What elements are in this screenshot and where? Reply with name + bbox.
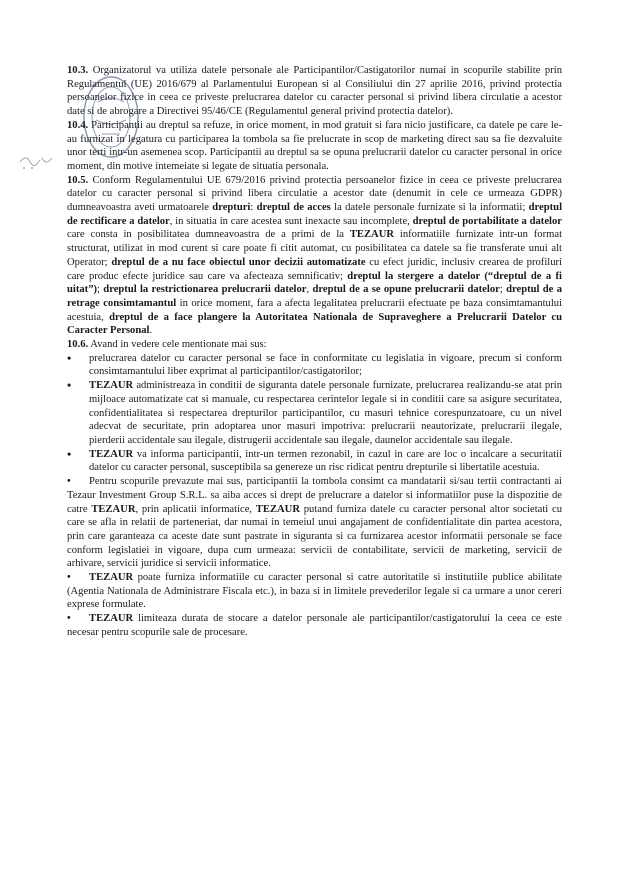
paragraph-text: Participantii au dreptul sa refuze, in orice moment, in mod gratuit si fara nicio justificare, ca datele pe care le-au furnizat in legatura cu participarea la tombola sa fie prelucrate in scop de marketing direct sau sa fie dezvaluite unor terti intr-un asemenea scop. Participantii au dreptul sa se opuna prelucrarii datelor cu caracter personal in orice moment, din motive intemeiate si legate de situatia personala.	[67, 119, 562, 172]
list-item	[67, 379, 562, 448]
text-run: limiteaza durata de stocare a datelor personale ale participantilor/castigatorului la ceea ce este necesar pentru scopurile sale de procesare.	[67, 613, 562, 638]
paragraph-text: Avand in vedere cele mentionate mai sus:	[88, 339, 267, 351]
bold-run: dreptul la restrictionarea prelucrarii datelor	[103, 284, 307, 296]
bold-run: drepturi	[212, 202, 251, 214]
bold-run: TEZAUR	[89, 613, 134, 625]
bold-run: TEZAUR	[89, 572, 134, 584]
text-run: ;	[97, 284, 104, 296]
bold-run: TEZAUR	[255, 503, 300, 515]
list-item-text	[89, 379, 562, 448]
bullet-icon: •	[67, 476, 71, 488]
list-item	[67, 352, 562, 379]
bold-run: TEZAUR	[91, 503, 136, 515]
paragraph-10-6	[67, 338, 562, 352]
paragraph-10-4	[67, 119, 562, 174]
text-run: va informa participantii, intr-un termen rezonabil, in cazul in care are loc o incalcare a securitatii datelor cu caracter personal, susceptibila sa genereze un risc ridicat pentru drepturile si libertatile acestuia.	[89, 448, 562, 474]
bullet-icon: •	[67, 378, 72, 393]
list-item	[67, 571, 562, 612]
text-run: , in situatia in care acestea sunt inexacte sau incomplete,	[169, 215, 413, 227]
bold-run: TEZAUR	[349, 229, 395, 241]
text-run: cu efect juridic, inclusiv crearea de profiluri care produc efecte juridice sau care va afecteaza semnificativ;	[67, 256, 562, 282]
bullet-icon: •	[67, 572, 71, 584]
bold-run: dreptul la stergere a datelor (“dreptul de a fi uitat”)	[67, 270, 562, 296]
text-run: administreaza in conditii de siguranta datele personale furnizate, prelucrarea realizandu-se atat prin mijloace automatizate cat si manuale, cu respectarea cerintelor legale si in conditii care sa asigure securitatea, confidentialitatea si respectarea drepturilor participantilor, cu masuri tehnice corespunzatoare, cu un nivel adecvat de securitate, prin adoptarea unor masuri impotriva: prelucrarii neautorizate, prelucrarii ilegale, pierderii accidentale sau ilegale, distrugerii accidentale sau ilegale, daunelor accidentale sau ilegale.	[89, 380, 562, 446]
document-body	[67, 64, 562, 640]
text-run: la datele personale furnizate si la informatii;	[330, 202, 529, 214]
text-run: poate furniza informatiile cu caracter personal si catre autoritatile si institutiile publice abilitate (Agentia Nationala de Administrare Fiscala etc.), in baza si in limitele prevederilor legale si ca urmare a unor cereri exprese formulate.	[67, 572, 562, 611]
list-item	[67, 448, 562, 475]
list-item	[67, 612, 562, 639]
bold-run: dreptul de a nu face obiectul unor decizii automatizate	[111, 256, 366, 268]
list-item-text	[89, 448, 562, 475]
list-item-text	[89, 352, 562, 379]
paragraph-10-5	[67, 174, 562, 338]
paragraph-number: 10.3.	[67, 65, 89, 76]
paragraph-text: Organizatorul va utiliza datele personale ale Participantilor/Castigatorilor numai in scopurile stabilite prin Regulamentul (UE) 2016/679 al Parlamentului European si al Consiliului din 27 aprilie 2016, privind protectia persoanelor fizice in ceea ce priveste prelucrarea datelor cu caracter personal si privind libera circulatie a acestor date si de abrogare a Directivei 95/46/CE (Regulamentul general privind protectia datelor).	[67, 65, 562, 118]
handwritten-mark-icon	[18, 148, 58, 172]
list-item	[67, 475, 562, 571]
text-run: Pentru scopurile prevazute mai sus, participantii la tombola consimt ca mandatarii si/sau tertii contractanti ai Tezaur Investment Group S.R.L. sa aiba acces si drept de prelucrare a datelor si informatiilor puse la dispozitie de catre	[67, 476, 562, 515]
bullet-icon: •	[67, 350, 72, 365]
text-run: informatiile furnizate intr-un format structurat, utilizat in mod curent si care poate fi citit automat, cu posibilitatea ca datele sa fie transferate unui alt Operator;	[67, 229, 563, 268]
text-run: ,	[306, 284, 313, 296]
text-run: putand furniza datele cu caracter personal altor societati cu care se afla in relatii de parteneriat, dar numai in temeiul unui angajament de confidentialitate din partea acestora, prin care garanteaza ca aceste date sunt pastrate in siguranta si ca furnizarea acestor informatii personale se face conform legislatiei in vigoare, dupa cum urmeaza: servicii de contabilitate, servicii de marketing, servicii de arhivare, servicii juridice si servicii informatice.	[67, 503, 563, 570]
text-run: Conform Regulamentului UE 679/2016 privind protectia persoanelor fizice in ceea ce priveste prelucrarea datelor cu caracter personal si privind libera circulatie a acestor date (denumit in cele ce urmeaza GDPR) dumneavoastra aveti urmatoarele	[67, 174, 562, 214]
bold-run: TEZAUR	[89, 448, 134, 460]
bold-run: dreptul de portabilitate a datelor	[412, 215, 562, 227]
paragraph-number: 10.4.	[67, 119, 89, 131]
bold-run: dreptul de rectificare a datelor	[67, 202, 563, 227]
bold-run: dreptul de a se opune prelucrarii datelor	[312, 284, 500, 296]
text-run: , prin aplicatii informatice,	[135, 503, 256, 515]
text-run: :	[250, 202, 257, 214]
bullet-icon: •	[67, 446, 72, 461]
paragraph-number: 10.5.	[67, 174, 89, 186]
text-run: care consta in posibilitatea dumneavoastra de a primi de la	[67, 229, 350, 241]
bold-run: dreptul de acces	[256, 202, 331, 214]
bold-run: dreptul de a face plangere la Autoritatea Nationala de Supraveghere a Prelucrarii Datelor cu Caracter Personal	[67, 311, 562, 337]
text-run: .	[149, 325, 153, 337]
paragraph-10-3	[67, 64, 562, 119]
text-run: ;	[499, 284, 507, 296]
text-run: in orice moment, fara a afecta legalitatea prelucrarii efectuate pe baza consimtamantului acestuia,	[67, 297, 563, 323]
bullet-icon: •	[67, 613, 71, 625]
bold-run: TEZAUR	[89, 380, 134, 392]
paragraph-number: 10.6.	[67, 339, 89, 351]
text-run: prelucrarea datelor cu caracter personal se face in conformitate cu legislatia in vigoare, precum si conform consimtamantului liber exprimat al participantilor/castigatorilor;	[89, 352, 562, 378]
bold-run: dreptul de a retrage consimtamantul	[67, 284, 563, 309]
